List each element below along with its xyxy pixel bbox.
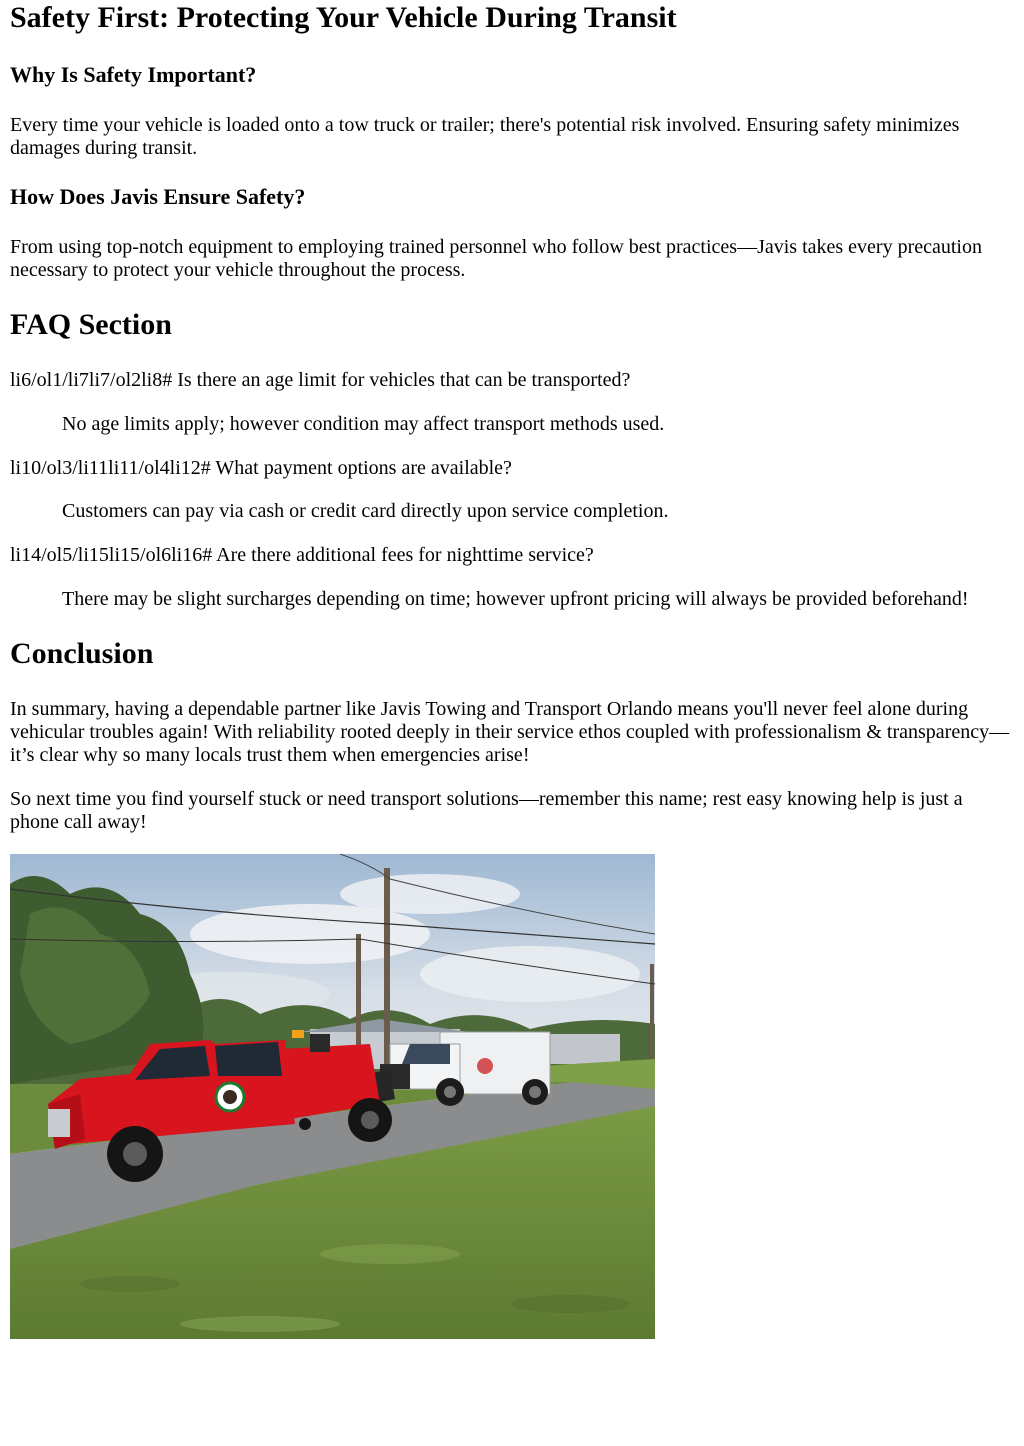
- page-title: Safety First: Protecting Your Vehicle During Transit: [10, 1, 677, 34]
- conclusion-paragraph-2: So next time you find yourself stuck or need transport solutions—remember this name; rest easy knowing help is just a phone call away!: [10, 788, 963, 833]
- how-paragraph: From using top-notch equipment to employing trained personnel who follow best practices—Javis takes every precaution necessary to protect your vehicle throughout the process.: [10, 236, 982, 281]
- faq-question: li14/ol5/li15li15/ol6li16# Are there additional fees for nighttime service?: [10, 544, 594, 566]
- faq-answer: Customers can pay via cash or credit card directly upon service completion.: [62, 500, 669, 522]
- why-paragraph: Every time your vehicle is loaded onto a tow truck or trailer; there's potential risk involved. Ensuring safety minimizes damages during transit.: [10, 114, 960, 159]
- why-heading: Why Is Safety Important?: [10, 62, 257, 87]
- faq-question: li10/ol3/li11li11/ol4li12# What payment options are available?: [10, 457, 512, 479]
- tow-truck-illustration: [10, 854, 655, 1339]
- faq-answer: No age limits apply; however condition may affect transport methods used.: [62, 413, 665, 435]
- conclusion-heading: Conclusion: [10, 637, 154, 670]
- faq-question: li6/ol1/li7li7/ol2li8# Is there an age limit for vehicles that can be transported?: [10, 369, 631, 391]
- how-heading: How Does Javis Ensure Safety?: [10, 184, 306, 209]
- faq-heading: FAQ Section: [10, 308, 172, 341]
- tow-truck-photo: [10, 854, 655, 1339]
- conclusion-paragraph-1: In summary, having a dependable partner like Javis Towing and Transport Orlando means you'll never feel alone during vehicular troubles again! With reliability rooted deeply in their service ethos coupled with professionalism & transparency—it’s clear why so many locals trust them when emergencies arise!: [10, 698, 1010, 766]
- faq-answer: There may be slight surcharges depending on time; however upfront pricing will always be provided beforehand!: [62, 588, 969, 610]
